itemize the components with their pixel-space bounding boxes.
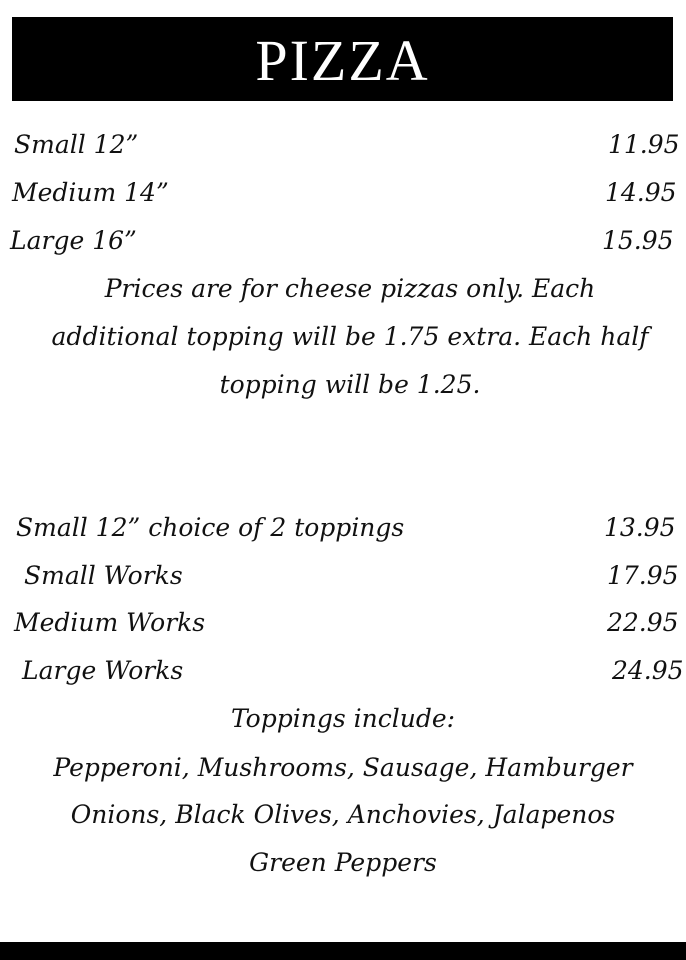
item-price: 17.95 — [607, 561, 679, 590]
menu-item-medium-works — [14, 605, 679, 641]
item-price: 15.95 — [602, 226, 674, 255]
item-price: 11.95 — [608, 130, 680, 159]
item-price: 13.95 — [604, 513, 676, 542]
item-name: Small 12” — [14, 130, 139, 159]
item-price: 22.95 — [607, 608, 679, 637]
menu-item-medium-14 — [12, 175, 677, 211]
item-price: 14.95 — [605, 178, 677, 207]
pricing-note: Prices are for cheese pizzas only. Each additional topping will be 1.75 extra. Each half topping will be 1.25. — [51, 274, 649, 399]
menu-item-large-16 — [10, 223, 674, 259]
item-name: Small 12” choice of 2 toppings — [16, 513, 405, 542]
item-price: 24.95 — [612, 656, 684, 685]
menu-item-small-2-toppings — [16, 510, 676, 546]
toppings-list-line: Onions, Black Olives, Anchovies, Jalapenos — [70, 800, 616, 829]
menu-item-small-12 — [14, 127, 680, 163]
item-name: Small Works — [24, 561, 183, 590]
menu-item-small-works — [24, 558, 684, 594]
title-banner — [12, 17, 673, 101]
menu-item-large-works — [22, 653, 682, 689]
item-name: Medium 14” — [12, 178, 169, 207]
toppings-list-line: Pepperoni, Mushrooms, Sausage, Hamburger — [53, 753, 633, 782]
toppings-list-line: Green Peppers — [249, 848, 437, 877]
toppings-heading: Toppings include: — [230, 704, 456, 733]
page-title: PIZZA — [255, 28, 430, 93]
item-name: Medium Works — [14, 608, 206, 637]
item-name: Large 16” — [10, 226, 137, 255]
item-name: Large Works — [22, 656, 184, 685]
bottom-border-bar — [0, 942, 686, 960]
